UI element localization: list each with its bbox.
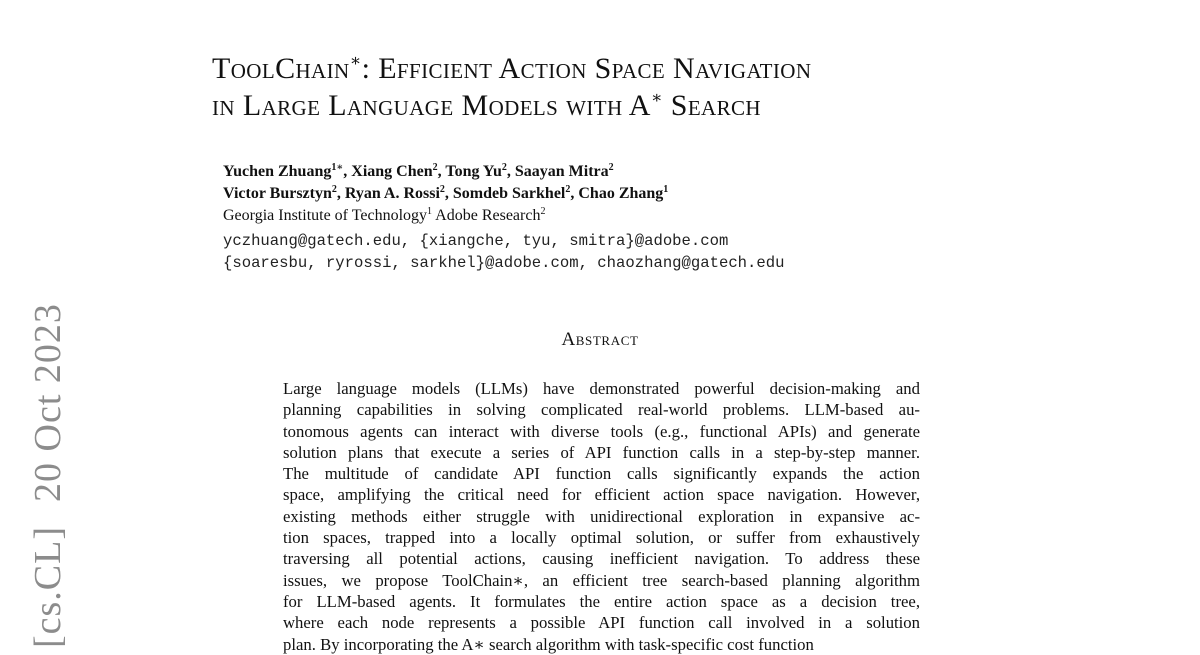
abstract-line: tion spaces, trapped into a locally optimal solution, or suffer from exhaustively <box>283 528 920 548</box>
abstract-line: for LLM-based agents. It formulates the entire action space as a decision tree, <box>283 591 920 611</box>
author-name: Victor Bursztyn <box>223 185 332 202</box>
title-line-1-text: ToolChain∗: Efficient Action Space Navigation <box>212 51 812 85</box>
author-block <box>223 161 983 227</box>
abstract-line: solution plans that execute a series of API function calls in a step-by-step manner. <box>283 442 920 462</box>
arxiv-watermark <box>28 303 68 648</box>
paper-title <box>212 50 1032 124</box>
abstract-line: plan. By incorporating the A∗ search algorithm with task-specific cost function <box>283 634 814 654</box>
title-line-2 <box>212 87 1032 124</box>
title-asterisk: ∗ <box>650 88 663 107</box>
author-name: Xiang Chen <box>351 163 433 180</box>
abstract-line: planning capabilities in solving complicated real-world problems. LLM-based au- <box>283 400 920 420</box>
author-superscript: 2 <box>439 184 445 195</box>
affiliation-superscript: 1 <box>427 206 433 217</box>
author-superscript: 2 <box>331 184 337 195</box>
author-superscript: 1 <box>663 184 669 195</box>
author-name: Somdeb Sarkhel <box>452 185 566 202</box>
author-superscript: 2 <box>565 184 571 195</box>
arxiv-date: 20 Oct 2023 <box>27 303 69 502</box>
abstract-line: space, amplifying the critical need for efficient action space navigation. However, <box>283 485 920 505</box>
abstract-line: tonomous agents can interact with diverse tools (e.g., functional APIs) and generate <box>283 421 920 441</box>
author-name: Tong Yu <box>445 163 502 180</box>
abstract-heading: Abstract <box>561 329 639 350</box>
author-name: Chao Zhang <box>578 185 664 202</box>
arxiv-category: [cs.CL] <box>27 525 69 648</box>
author-superscript: 1∗ <box>331 162 344 173</box>
author-superscript: 2 <box>432 162 438 173</box>
author-line-1: Yuchen Zhuang$^{1∗}$, Xiang Chen$^2$, Tong Yu$^2$, Saayan Mitra$^2$ <box>223 162 614 180</box>
abstract-line: traversing all potential actions, causing inefficient navigation. To address these <box>283 549 920 569</box>
email-line-1: yczhuang@gatech.edu, {xiangche, tyu, smitra}@adobe.com <box>223 232 729 250</box>
author-name: Ryan A. Rossi <box>344 185 440 202</box>
abstract-body <box>283 378 920 655</box>
abstract-line: where each node represents a possible API function call involved in a solution <box>283 613 920 633</box>
author-line-2: Victor Bursztyn$^2$, Ryan A. Rossi$^2$, Somdeb Sarkhel$^2$, Chao Zhang$^1$ <box>223 184 669 202</box>
author-name: Saayan Mitra <box>514 163 609 180</box>
author-superscript: 2 <box>608 162 614 173</box>
affiliation-name: Georgia Institute of Technology <box>223 207 428 224</box>
title-line-2-text: in Large Language Models with A∗ Search <box>212 88 761 122</box>
affiliation-name: Adobe Research <box>435 207 541 224</box>
author-name: Yuchen Zhuang <box>223 163 332 180</box>
title-line-1 <box>212 50 1032 87</box>
abstract-line: The multitude of candidate API function calls significantly expands the action <box>283 464 920 484</box>
title-asterisk: ∗ <box>349 51 362 70</box>
abstract-line: existing methods either struggle with unidirectional exploration in expansive ac- <box>283 506 920 526</box>
affiliation-superscript: 2 <box>540 206 546 217</box>
abstract-line: issues, we propose ToolChain∗, an efficient tree search-based planning algorithm <box>283 570 920 590</box>
author-superscript: 2 <box>501 162 507 173</box>
email-line-2: {soaresbu, ryrossi, sarkhel}@adobe.com, chaozhang@gatech.edu <box>223 254 785 272</box>
email-block <box>223 230 784 274</box>
abstract-line: Large language models (LLMs) have demonstrated powerful decision-making and <box>283 379 920 398</box>
affiliation-line <box>223 205 983 227</box>
